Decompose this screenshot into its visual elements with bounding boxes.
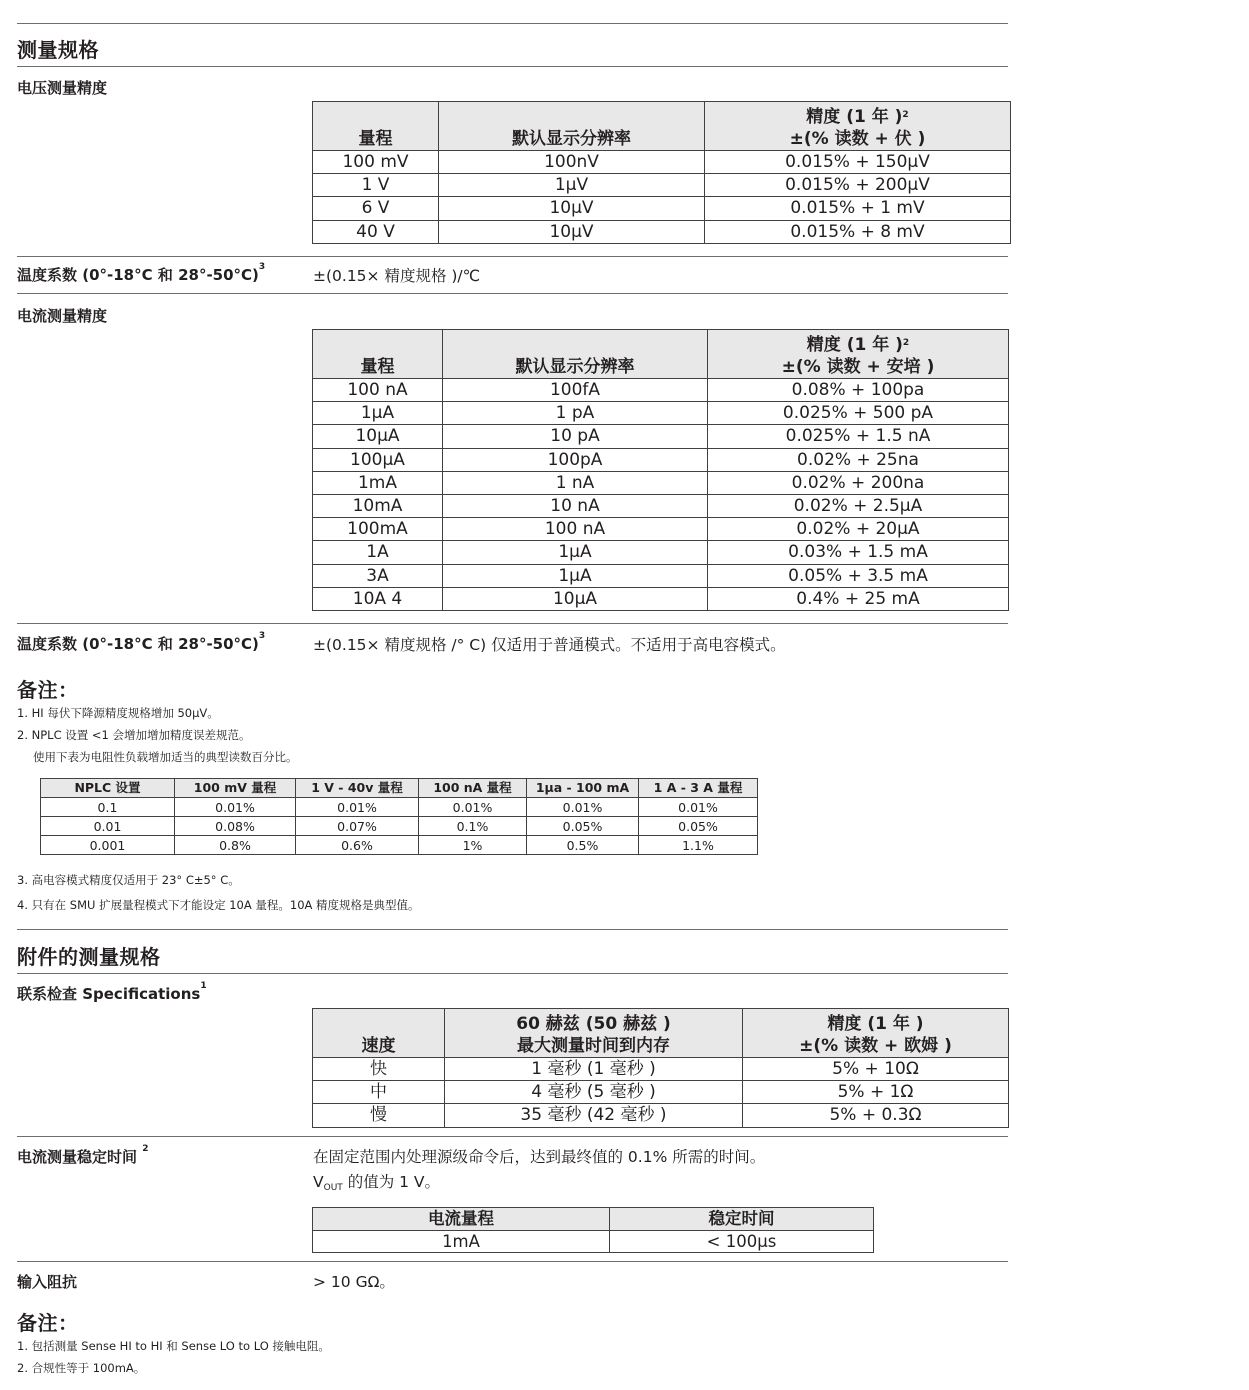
table-cell: 1 nA (443, 471, 708, 494)
table-cell: 0.4% + 25 mA (708, 587, 1009, 610)
table-cell: 1µA (443, 541, 708, 564)
table-cell: 35 毫秒 (42 毫秒 ) (445, 1104, 743, 1127)
vout-subscript: OUT (323, 1183, 343, 1193)
nplc-header-row (41, 779, 758, 798)
accuracy-title: 精度 (1 年 ) (806, 335, 903, 355)
table-cell: 快 (313, 1058, 445, 1081)
table-cell: 0.01% (175, 798, 296, 817)
table-cell: 1mA (313, 471, 443, 494)
footnote-ref: 3 (258, 262, 266, 272)
table-row (313, 220, 1011, 243)
table-cell: 0.03% + 1.5 mA (708, 541, 1009, 564)
table-row (313, 1081, 1009, 1104)
header-resolution: 默认显示分辨率 (439, 102, 705, 151)
divider (17, 256, 1008, 257)
table-row (313, 425, 1009, 448)
table-cell: 0.05% + 3.5 mA (708, 564, 1009, 587)
nplc-header-cell: 1 V - 40v 量程 (296, 779, 419, 798)
section-title: 附件的测量规格 (17, 945, 161, 969)
table-row (41, 817, 758, 836)
temp-label-text: 温度系数 (0°-18°C 和 28°-50°C) (17, 635, 259, 653)
table-cell: 0.02% + 200na (708, 471, 1009, 494)
divider (17, 623, 1008, 624)
table-row (313, 471, 1009, 494)
table-cell: 0.8% (175, 836, 296, 855)
table-cell: 0.05% (639, 817, 758, 836)
table-row (41, 836, 758, 855)
table-cell: 10µV (439, 220, 705, 243)
header-speed: 速度 (313, 1009, 445, 1058)
vout-line (313, 1170, 440, 1192)
table-cell: 0.025% + 500 pA (708, 402, 1009, 425)
vout-text: 的值为 1 V。 (342, 1173, 441, 1191)
header-accuracy (743, 1009, 1009, 1058)
input-impedance-label: 输入阻抗 (17, 1273, 78, 1291)
table-cell: 0.05% (527, 817, 639, 836)
voltage-table-body (313, 151, 1011, 244)
accuracy-unit: ±(% 读数 + 欧姆 ) (799, 1036, 952, 1056)
footnote-ref: 2 (142, 1144, 149, 1154)
contact-check-title (17, 983, 207, 1004)
note-item: 1. 包括测量 Sense HI to HI 和 Sense LO to LO 接触电阻。 (17, 1339, 330, 1353)
table-cell: 100 nA (313, 379, 443, 402)
temp-coefficient-label (17, 264, 265, 285)
header-settling-time: 稳定时间 (610, 1208, 874, 1231)
table-row (313, 174, 1011, 197)
divider (17, 66, 1008, 67)
contact-table-body (313, 1058, 1009, 1128)
table-cell: 0.015% + 200µV (705, 174, 1011, 197)
header-accuracy (708, 330, 1009, 379)
footnote-ref: 2 (902, 110, 909, 120)
table-cell: 10mA (313, 494, 443, 517)
table-cell: 0.01% (419, 798, 527, 817)
time-title: 60 赫兹 (50 赫兹 ) (516, 1014, 671, 1034)
note-item: 2. 合规性等于 100mA。 (17, 1361, 146, 1375)
table-cell: 40 V (313, 220, 439, 243)
settling-time-desc: 在固定范围内处理源级命令后，达到最终值的 0.1% 所需的时间。 (313, 1148, 766, 1166)
table-cell: 5% + 10Ω (743, 1058, 1009, 1081)
note-item: 使用下表为电阻性负载增加适当的典型读数百分比。 (33, 750, 298, 764)
table-cell: 10 pA (443, 425, 708, 448)
table-cell: 0.01% (527, 798, 639, 817)
table-cell: 100pA (443, 448, 708, 471)
table-cell: 1µA (443, 564, 708, 587)
table-cell: < 100µs (610, 1230, 874, 1253)
table-row (313, 518, 1009, 541)
nplc-header-cell: 100 nA 量程 (419, 779, 527, 798)
table-cell: 100µA (313, 448, 443, 471)
table-row (313, 587, 1009, 610)
table-cell: 0.02% + 20µA (708, 518, 1009, 541)
table-cell: 1 毫秒 (1 毫秒 ) (445, 1058, 743, 1081)
table-cell: 0.5% (527, 836, 639, 855)
table-cell: 1µV (439, 174, 705, 197)
input-impedance-value: > 10 GΩ。 (313, 1273, 395, 1291)
table-cell: 0.01% (639, 798, 758, 817)
table-row (313, 541, 1009, 564)
table-row (313, 494, 1009, 517)
note-item: 2. NPLC 设置 <1 会增加增加精度误差规范。 (17, 728, 251, 742)
divider (17, 1136, 1008, 1137)
table-row (313, 1104, 1009, 1127)
nplc-header-cell: NPLC 设置 (41, 779, 175, 798)
table-cell: 0.08% + 100pa (708, 379, 1009, 402)
table-cell: 1mA (313, 1230, 610, 1253)
table-cell: 慢 (313, 1104, 445, 1127)
contact-check-table (312, 1008, 1009, 1128)
table-cell: 6 V (313, 197, 439, 220)
table-cell: 10µA (443, 587, 708, 610)
header-current-range: 电流量程 (313, 1208, 610, 1231)
section-title: 测量规格 (17, 38, 99, 62)
divider (17, 929, 1008, 930)
table-cell: 0.025% + 1.5 nA (708, 425, 1009, 448)
table-cell: 10µA (313, 425, 443, 448)
accuracy-unit: ±(% 读数 + 安培 ) (781, 357, 935, 377)
current-accuracy-table (312, 329, 1009, 611)
temp-coefficient-value: ±(0.15× 精度规格 /° C) 仅适用于普通模式。不适用于高电容模式。 (313, 636, 786, 654)
table-cell: 1µA (313, 402, 443, 425)
current-accuracy-title: 电流测量精度 (17, 307, 108, 325)
footnote-ref: 2 (902, 338, 910, 348)
accuracy-title: 精度 (1 年 ) (806, 107, 903, 127)
table-cell: 0.01 (41, 817, 175, 836)
temp-label-text: 温度系数 (0°-18°C 和 28°-50°C) (17, 266, 259, 284)
table-cell: 0.1% (419, 817, 527, 836)
table-cell: 0.08% (175, 817, 296, 836)
contact-title-text: 联系检查 Specifications (17, 985, 201, 1003)
table-cell: 0.02% + 2.5µA (708, 494, 1009, 517)
header-range: 量程 (313, 330, 443, 379)
nplc-header-cell: 100 mV 量程 (175, 779, 296, 798)
table-row (313, 1058, 1009, 1081)
notes-title: 备注： (17, 1311, 79, 1335)
table-row (313, 402, 1009, 425)
table-cell: 1.1% (639, 836, 758, 855)
table-cell: 0.001 (41, 836, 175, 855)
table-cell: 10 nA (443, 494, 708, 517)
table-cell: 0.015% + 150µV (705, 151, 1011, 174)
settling-label-text: 电流测量稳定时间 (17, 1148, 138, 1166)
table-cell: 1 pA (443, 402, 708, 425)
footnote-ref: 1 (200, 981, 207, 991)
table-cell: 1% (419, 836, 527, 855)
table-cell: 0.02% + 25na (708, 448, 1009, 471)
table-cell: 100nV (439, 151, 705, 174)
nplc-table (40, 778, 758, 855)
accuracy-unit: ±(% 读数 + 伏 ) (789, 129, 926, 149)
table-cell: 0.01% (296, 798, 419, 817)
nplc-header-cell: 1µa - 100 mA (527, 779, 639, 798)
table-cell: 5% + 1Ω (743, 1081, 1009, 1104)
table-cell: 1A (313, 541, 443, 564)
time-subtitle: 最大测量时间到内存 (517, 1036, 670, 1056)
header-resolution: 默认显示分辨率 (443, 330, 708, 379)
vout-symbol: V (313, 1173, 324, 1191)
note-item: 3. 高电容模式精度仅适用于 23° C±5° C。 (17, 873, 240, 887)
table-cell: 4 毫秒 (5 毫秒 ) (445, 1081, 743, 1104)
header-accuracy (705, 102, 1011, 151)
table-cell: 10A 4 (313, 587, 443, 610)
table-cell: 0.015% + 8 mV (705, 220, 1011, 243)
table-cell: 100 nA (443, 518, 708, 541)
table-cell: 0.07% (296, 817, 419, 836)
voltage-accuracy-title: 电压测量精度 (17, 79, 108, 97)
table-cell: 0.015% + 1 mV (705, 197, 1011, 220)
table-row (313, 197, 1011, 220)
nplc-table-body (41, 798, 758, 855)
table-cell: 100fA (443, 379, 708, 402)
temp-coefficient-label (17, 633, 265, 654)
table-row (313, 379, 1009, 402)
table-cell: 0.6% (296, 836, 419, 855)
footnote-ref: 3 (258, 631, 266, 641)
divider (17, 1261, 1008, 1262)
table-cell: 5% + 0.3Ω (743, 1104, 1009, 1127)
divider (17, 23, 1008, 24)
temp-coefficient-value: ±(0.15× 精度规格 )/℃ (313, 267, 481, 285)
accuracy-title: 精度 (1 年 ) (827, 1014, 924, 1034)
voltage-accuracy-table (312, 101, 1011, 244)
header-time (445, 1009, 743, 1058)
table-cell: 100mA (313, 518, 443, 541)
nplc-header-cell: 1 A - 3 A 量程 (639, 779, 758, 798)
current-table-body (313, 379, 1009, 611)
settling-time-label (17, 1146, 149, 1167)
table-row (313, 564, 1009, 587)
divider (17, 973, 1008, 974)
table-cell: 10µV (439, 197, 705, 220)
table-row (313, 151, 1011, 174)
settling-time-table (312, 1207, 874, 1253)
note-item: 4. 只有在 SMU 扩展量程模式下才能设定 10A 量程。10A 精度规格是典型值。 (17, 898, 420, 912)
table-row (41, 798, 758, 817)
table-row (313, 448, 1009, 471)
divider (17, 293, 1008, 294)
table-cell: 0.1 (41, 798, 175, 817)
notes-title: 备注： (17, 678, 79, 702)
table-row (313, 1230, 874, 1253)
header-range: 量程 (313, 102, 439, 151)
table-cell: 1 V (313, 174, 439, 197)
table-cell: 3A (313, 564, 443, 587)
note-item: 1. HI 每伏下降源精度规格增加 50µV。 (17, 706, 219, 720)
table-cell: 中 (313, 1081, 445, 1104)
table-cell: 100 mV (313, 151, 439, 174)
